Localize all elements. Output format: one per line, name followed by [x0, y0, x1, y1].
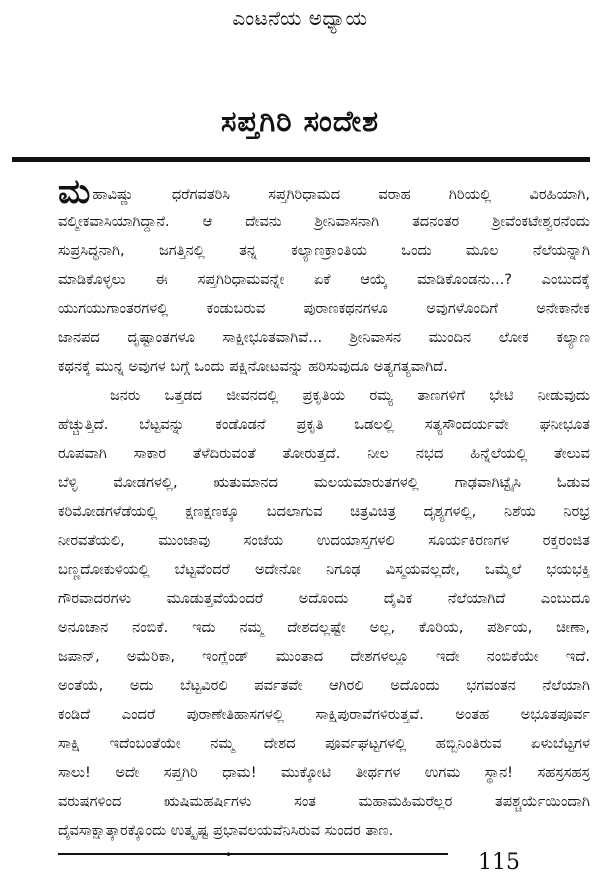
line-text: ಹಾವಿಷ್ಣು ಧರೆಗವತರಿಸಿ ಸಪ್ತಗಿರಿಧಾಮದ ವರಾಹ ಗಿರಿಯಲ್ಲಿ ವಿರಹಿಯಾಗಿ, [92, 186, 590, 203]
paragraph-line: ಸಾಲು! ಅದೇ ಸಪ್ತಗಿರಿ ಧಾಮ! ಮುಕ್ಕೋಟಿ ತೀರ್ಥಗಳ ಉಗಮ ಸ್ಥಾನ! ಸಹಸ್ರಸಹಸ್ರ [58, 764, 590, 781]
footer-divider [58, 853, 448, 855]
paragraph-line: ಜಪಾನ್, ಅಮೆರಿಕಾ, ಇಂಗ್ಲೆಂಡ್ ಮುಂತಾದ ದೇಶಗಳಲ್ಲೂ ಇದೇ ನಂಬಿಕೆಯೇ ಇದೆ. [58, 648, 590, 665]
paragraph-line: ಮಾಡಿಕೊಳ್ಳಲು ಈ ಸಪ್ತಗಿರಿಧಾಮವನ್ನೇ ಏಕೆ ಆಯ್ಕೆ ಮಾಡಿಕೊಂಡನು...? ಎಂಬುದಕ್ಕೆ [58, 271, 590, 288]
paragraph-line: ಜನರು ಒತ್ತಡದ ಜೀವನದಲ್ಲಿ ಪ್ರಕೃತಿಯ ರಮ್ಯ ತಾಣಗಳಿಗೆ ಭೇಟಿ ನೀಡುವುದು [110, 387, 590, 404]
paragraph-line: ಕಥನಕ್ಕೆ ಮುನ್ನ ಅವುಗಳ ಬಗ್ಗೆ ಒಂದು ಪಕ್ಷಿನೋಟವನ್ನು ಹರಿಸುವುದೂ ಅತ್ಯಗತ್ಯವಾಗಿದೆ. [58, 358, 448, 375]
paragraph-line: ದೈವಸಾಕ್ಷಾತ್ಕಾರಕ್ಕೊಂದು ಉತ್ಕೃಷ್ಟ ಪ್ರಭಾವಲಯವೆನಿಸಿರುವ ಸುಂದರ ತಾಣ. [58, 822, 394, 839]
paragraph-line: ಗೌರವಾದರಗಳು ಮೂಡುತ್ತವೆಯೆಂದರೆ ಅದೊಂದು ದೈವಿಕ ನೆಲೆಯಾಗಿದೆ ಎಂಬುದೂ [58, 590, 590, 607]
chapter-heading: ಎಂಟನೆಯ ಅಧ್ಯಾಯ [232, 6, 368, 30]
paragraph-line: ವರುಷಗಳಿಂದ ಋಷಿಮಹರ್ಷಿಗಳು ಸಂತ ಮಹಾಮಹಿಮರೆಲ್ಲರ ತಪಶ್ಚರ್ಯೆಯಿಂದಾಗಿ [58, 793, 590, 810]
paragraph-line: ಜಾನಪದ ದೃಷ್ಟಾಂತಗಳೂ ಸಾಕ್ಷೀಭೂತವಾಗಿವೆ... ಶ್ರೀನಿವಾಸನ ಮುಂದಿನ ಲೋಕ ಕಲ್ಯಾಣ [58, 329, 590, 346]
paragraph-line: ಅಂತೆಯೆ, ಅದು ಬೆಟ್ಟವಿರಲಿ ಪರ್ವತವೇ ಆಗಿರಲಿ ಅದೊಂದು ಭಗವಂತನ ನೆಲೆಯಾಗಿ [58, 677, 590, 694]
paragraph-line: ಅನೂಚಾನ ನಂಬಿಕೆ. ಇದು ನಮ್ಮ ದೇಶದಲ್ಲಷ್ಟೇ ಅಲ್ಲ, ಕೊರಿಯ, ಪರ್ಶಿಯ, ಚೀಣಾ, [58, 619, 590, 636]
footer-mark: • [225, 848, 233, 862]
paragraph-line: ನೀರವತೆಯಲಿ, ಮುಂಜಾವು ಸಂಜೆಯ ಉದಯಾಸ್ತಗಳಲಿ ಸೂರ್ಯಕಿರಣಗಳ ರಕ್ತರಂಜಿತ [58, 532, 590, 549]
paragraph-line: ಕರಿಮೋಡಗಳೆಡೆಯಲ್ಲಿ ಕ್ಷಣಕ್ಷಣಕ್ಕೂ ಬದಲಾಗುವ ಚಿತ್ರವಿಚಿತ್ರ ದೃಶ್ಯಗಳಲ್ಲಿ, ನಿಶೆಯ ನಿರಭ್ರ [58, 503, 590, 520]
paragraph-line: ರೂಪವಾಗಿ ಸಾಕಾರ ತೆಳೆದಿರುವಂತೆ ತೋರುತ್ತದೆ. ನೀಲ ನಭದ ಹಿನ್ನೆಲೆಯಲ್ಲಿ ತೇಲುವ [58, 445, 590, 462]
paragraph-2 [58, 381, 590, 845]
page-number: 115 [478, 850, 520, 875]
title-divider [12, 157, 590, 162]
paragraph-line: ವಲ್ಮೀಕವಾಸಿಯಾಗಿದ್ದಾನೆ. ಆ ದೇವನು ಶ್ರೀನಿವಾಸನಾಗಿ ತದನಂತರ ಶ್ರೀವೆಂಕಟೇಶ್ವರನೆಂದು [58, 213, 590, 230]
paragraph-line: ಹೆಚ್ಚುತ್ತಿದೆ. ಬೆಟ್ಟವನ್ನು ಕಂಡೊಡನೆ ಪ್ರಕೃತಿ ಒಡಲಲ್ಲಿ ಸತ್ಯಸೌಂದರ್ಯವೇ ಘನೀಭೂತ [58, 416, 590, 433]
paragraph-line: ಬಣ್ಣದೋಕುಳಿಯಲ್ಲಿ ಬೆಟ್ಟವೆಂದರೆ ಅದೇನೋ ನಿಗೂಢ ವಿಸ್ಮಯವಲ್ಲದೇ, ಒಮ್ಮೆಲೆ ಭಯಭಕ್ತಿ [58, 561, 590, 578]
body-text [58, 178, 590, 845]
drop-cap: ಮ [58, 178, 91, 207]
paragraph-line: ಬೆಳ್ಳಿ ಮೋಡಗಳಲ್ಲಿ, ಋತುಮಾನದ ಮಲಯಮಾರುತಗಳಲ್ಲಿ ಗಾಢವಾಗಿಟ್ಟೈಸಿ ಓಡುವ [58, 474, 590, 491]
chapter-title: ಸಪ್ತಗಿರಿ ಸಂದೇಶ [220, 104, 380, 138]
paragraph-line: ಯುಗಯುಗಾಂತರಗಳಲ್ಲಿ ಕಂಡುಬರುವ ಪುರಾಣಕಥನಗಳೂ ಅವುಗಳೊಂದಿಗೆ ಅನೇಕಾನೇಕ [58, 300, 590, 317]
paragraph-1 [58, 178, 590, 381]
paragraph-line: ಸುಪ್ರಸಿದ್ಧನಾಗಿ, ಜಗತ್ತಿನಲ್ಲಿ ತನ್ನ ಕಲ್ಯಾಣಕ್ರಾಂತಿಯ ಒಂದು ಮೂಲ ನೆಲೆಯನ್ನಾಗಿ [58, 242, 590, 259]
paragraph-line: ಕಂಡಿದೆ ಎಂದರೆ ಪುರಾಣೇತಿಹಾಸಗಳಲ್ಲಿ ಸಾಕ್ಷಿಪುರಾವೆಗಳಿರುತ್ತವೆ. ಅಂತಹ ಅಭೂತಪೂರ್ವ [58, 706, 590, 723]
paragraph-line [58, 178, 590, 207]
paragraph-line: ಸಾಕ್ಷಿ ಇದೆಂಬಂತೆಯೇ ನಮ್ಮ ದೇಶದ ಪೂರ್ವಘಟ್ಟಗಳಲ್ಲಿ ಹಬ್ಬಿನಿಂತಿರುವ ಏಳುಬೆಟ್ಟಗಳ [58, 735, 590, 752]
